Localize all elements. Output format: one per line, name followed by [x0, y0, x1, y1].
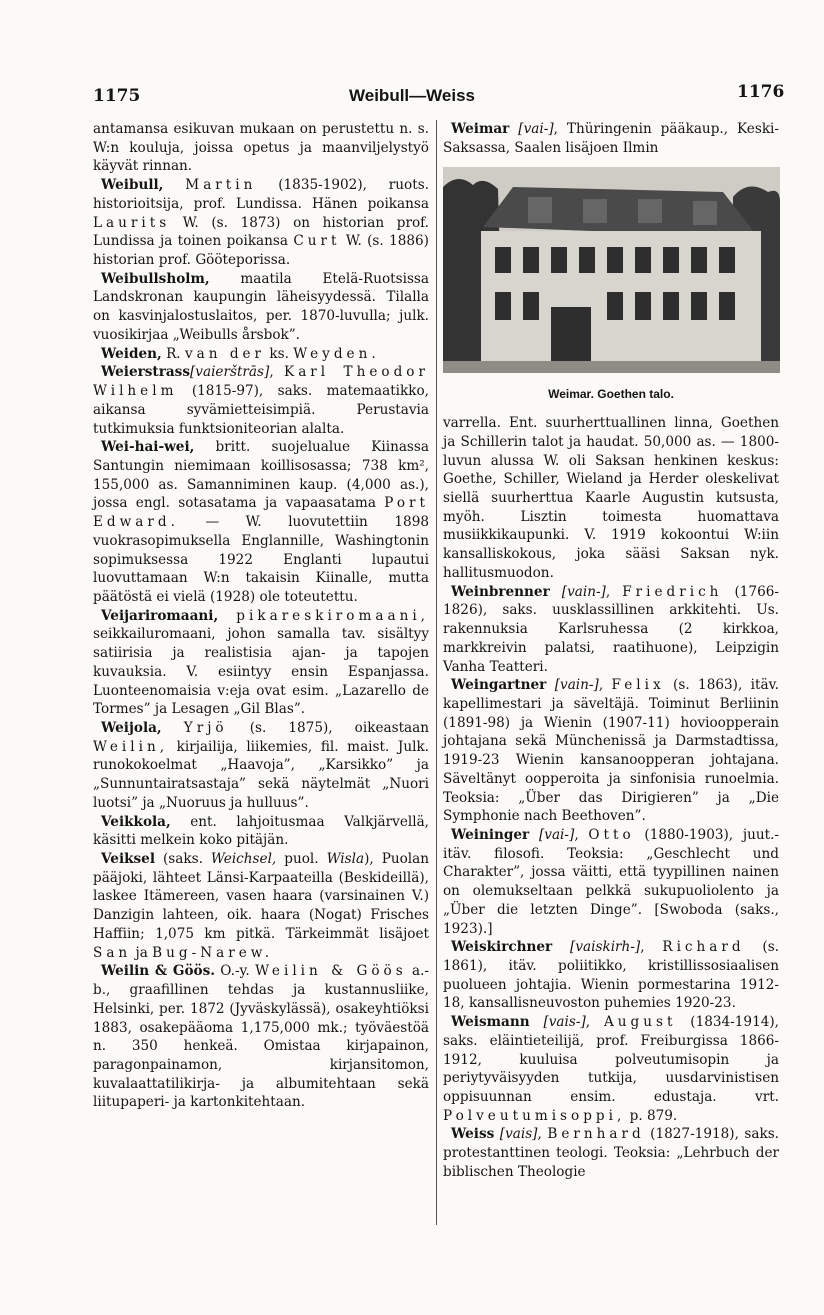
headword: Weiskirchner: [451, 939, 553, 956]
page-number-right: 1176: [737, 82, 785, 102]
headword: Weiss: [451, 1126, 495, 1143]
entry-weiden: Weiden, R. van der ks. Weyden.: [101, 345, 380, 362]
page-number-left: 1175: [93, 86, 141, 106]
entry-weinbrenner: Weinbrenner [vain-], Friedrich (1766-1826), saks. uusklassillinen arkkitehti. Us. rakennuksia Karlsruhessa (2 kirkkoa, markkreivin palatsi, raatihuone), Leipzigin Vanha Teatteri.: [443, 583, 779, 675]
running-header: [0, 82, 824, 110]
figure-goethe-house: [443, 167, 779, 404]
headword: Weibullsholm,: [101, 270, 210, 287]
running-title: Weibull—Weiss: [349, 86, 475, 105]
entry-veijariromaani: Veijariromaani, pikareskiromaani, seikkailuromaani, johon samalla tav. sisältyy satiirisia ja realistisia ajan- ja tapojen kuvauksia. V. esiintyy ensin Espanjassa. Luonteenomaisia v:eja ovat esim. „Lazarello de Tormes” ja Lesagen „Gil Blas”.: [93, 607, 429, 718]
entry-veikkola: Veikkola, ent. lahjoitusmaa Valkjärvellä, käsitti melkein koko pitäjän.: [93, 813, 429, 849]
column-divider: [436, 120, 437, 1225]
photo-building-icon: [443, 167, 780, 373]
headword: Weibull,: [101, 177, 164, 194]
entry-weierstrass: Weierstrass[vaierštrās], Karl Theodor Wilhelm (1815-97), saks. matemaatikko, aikansa syvämietteisimpiä. Perustavia tutkimuksia funktsioniteorian alalta.: [93, 364, 429, 437]
headword: Weierstrass: [101, 364, 190, 381]
entry-weibullsholm: Weibullsholm, maatila Etelä-Ruotsissa Landskronan kaupungin läheisyydessä. Tilalla on kasvinjalostuslaitos, per. 1870-luvulla; julk. vuosikirjaa „Weibulls årsbok”.: [93, 270, 429, 343]
entry-continuation: antamansa esikuvan mukaan on perustettu n. s. W:n kouluja, joissa opetus ja maanviljelystyö käyvät rinnan.: [93, 121, 429, 175]
entry-weilin-goos: Weilin & Göös. O.-y. Weilin & Göös a.-b., graafillinen tehdas ja kustannusliike, Helsinki, per. 1872 (Jyväskylässä), osakeyhtiöksi 1883, osakepääoma 1,175,000 mk.; työväestöä n. 350 henkeä. Omistaa kirjapainon, paragonpainamon, kirjansitomon, kuvalaattatilikirja- ja albumitehtaan sekä liitupaperi- ja kartonkitehtaan.: [93, 963, 429, 1111]
figure-caption: Weimar. Goethen talo.: [548, 387, 674, 402]
headword: Weijola,: [101, 720, 162, 736]
headword: Weiden,: [101, 345, 162, 362]
entry-weiss: Weiss [vais], Bernhard (1827-1918), saks. protestanttinen teologi. Teoksia: „Lehrbuch der biblischen Theologie: [443, 1126, 779, 1180]
entry-weininger: Weininger [vai-], Otto (1880-1903), juut.-itäv. filosofi. Teoksia: „Geschlecht und Charakter”, jossa väitti, että tyypillinen nainen on olemukseltaan pelkkä sukupuoliolento ja „Über die letzten Dinge”. [Swoboda (saks., 1923).]: [443, 826, 779, 937]
headword: Weingartner: [451, 677, 547, 694]
entry-weijola: Weijola, Yrjö (s. 1875), oikeastaan Weilin, kirjailija, liikemies, fil. maist. Julk. runokokoelmat „Haavoja”, „Karsikko” ja „Sunnuntairatsastaja” sekä näytelmät „Nuori luotsi” ja „Nuoruus ja hulluus”.: [93, 720, 429, 811]
left-column: [93, 120, 429, 1112]
right-column: [443, 120, 779, 1182]
headword: Weininger: [451, 826, 530, 843]
entry-veiksel: Veiksel (saks. Weichsel, puol. Wisla), Puolan pääjoki, lähteet Länsi-Karpaateilla (Beskideillä), laskee Itämereen, vasen haara (varsinainen V.) Danzigin lahteen, oik. haara (Nogat) Frisches Haffiin; 1,075 km pitkä. Tärkeimmät lisäjoet San ja Bug-Narew.: [93, 851, 429, 961]
entry-weingartner: Weingartner [vain-], Felix (s. 1863), itäv. kapellimestari ja säveltäjä. Toiminut Berliinin (1891-98) ja Wienin (1907-11) hovioopperain johtajana sekä Münchenissä ja Darmstadtissa, 1919-23 Wienin kansanoopperan johtajana. Säveltänyt oopperoita ja sinfonisia runoelmia. Teoksia: „Über das Dirigieren” ja „Die Symphonie nach Beethoven”.: [443, 677, 779, 825]
entry-wei-hai-wei: Wei-hai-wei, britt. suojelualue Kiinassa Santungin niemimaan koillisosassa; 738 km², 155,000 as. Samanniminen kaup. (4,000 as.), jossa engl. sotasatama ja vapaasatama Port Edward. — W. luovutettiin 1898 vuokrasopimuksella Englannille, Washingtonin sopimuksessa 1922 Englanti lupautui luovuttamaan W:n takaisin Kiinalle, mutta päätöstä ei vielä (1928) ole toteutettu.: [93, 439, 429, 605]
headword: Wei-hai-wei,: [101, 439, 195, 456]
entry-weimar-continuation: varrella. Ent. suurherttuallinen linna, Goethen ja Schillerin talot ja haudat. 50,000 as. — 1800-luvun alussa W. oli Saksan henkinen keskus: Goethe, Schiller, Wieland ja Herder oleskelivat siellä suurherttua Kaarle Augustin kutsusta, myöh. Lisztin toimesta huomattava musiikkikaupunki. V. 1919 kokoontui W:iin kansalliskokous, joka sääsi Saksan nyk. hallitusmuodon.: [443, 415, 779, 581]
entry-weibull: Weibull, Martin (1835-1902), ruots. historioitsija, prof. Lundissa. Hänen poikansa Laurits W. (s. 1873) on historian prof. Lundissa ja toinen poikansa Curt W. (s. 1886) historian prof. Gööteporissa.: [93, 177, 429, 269]
entry-weismann: Weismann [vais-], August (1834-1914), saks. eläintieteilijä, prof. Freiburgissa 1866-1912, kuuluisa polveutumisopin ja periytyväisyyden tutkija, uusdarvinistisen oppisuunnan ensim. edustaja. vrt. Polveutumisoppi, p. 879.: [443, 1014, 779, 1124]
headword: Veikkola,: [101, 813, 171, 830]
entry-weimar: Weimar [vai-], Thüringenin pääkaup., Keski-Saksassa, Saalen lisäjoen Ilmin: [443, 121, 779, 156]
headword: Weismann: [451, 1014, 530, 1031]
headword: Weinbrenner: [451, 583, 550, 600]
headword: Weimar: [451, 121, 510, 137]
headword: Weilin & Göös.: [101, 963, 215, 980]
entry-weiskirchner: Weiskirchner [vaiskirh-], Richard (s. 1861), itäv. poliitikko, kristillissosiaalisen puolueen johtajia. Wienin pormestarina 1912-18, kansallisneuvoston puhemies 1920-23.: [443, 939, 779, 1012]
headword: Veijariromaani,: [101, 607, 219, 624]
headword: Veiksel: [101, 851, 155, 868]
